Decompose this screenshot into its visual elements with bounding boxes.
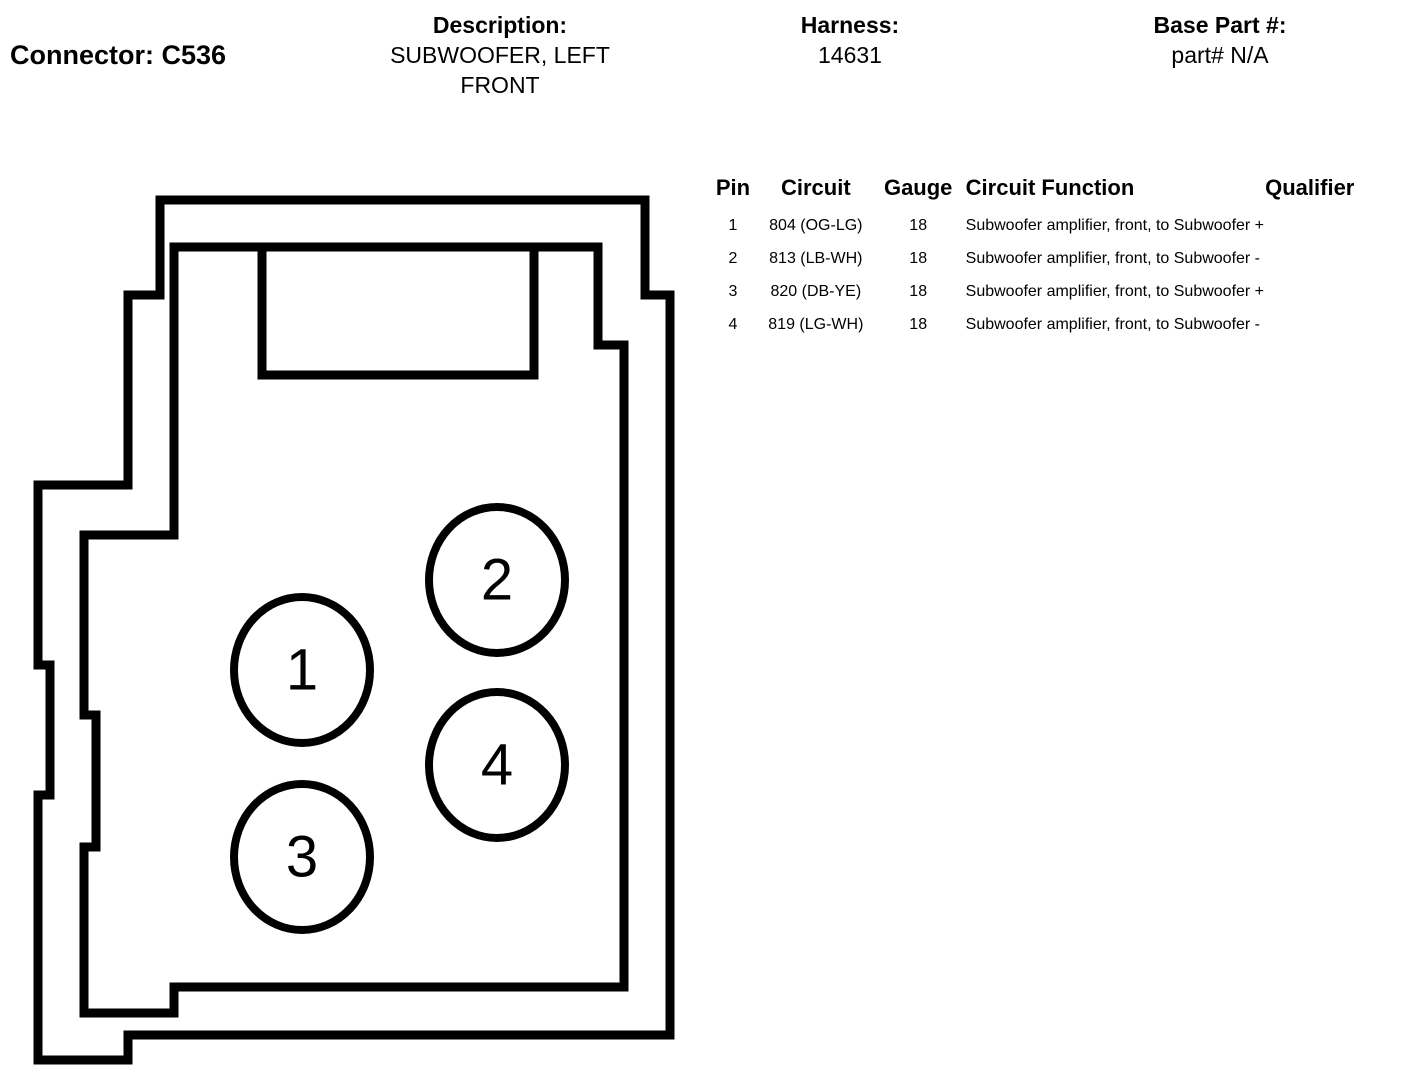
- cell-pin: 2: [728, 249, 738, 267]
- cell-pin: 3: [728, 282, 738, 300]
- column-header-circuit-function: Circuit Function: [965, 175, 1135, 200]
- pin-cavity-3-number: 3: [285, 824, 319, 890]
- cell-pin: 1: [728, 216, 738, 234]
- connector-id-cell: [10, 40, 340, 70]
- cell-circuit-function: Subwoofer amplifier, front, to Subwoofer +: [965, 217, 1265, 234]
- cell-circuit-function: Subwoofer amplifier, front, to Subwoofer -: [965, 316, 1261, 333]
- cell-qualifier: [1265, 275, 1395, 308]
- pin-table-container: [705, 175, 1395, 341]
- harness-label: Harness:: [800, 12, 900, 38]
- column-header-qualifier: Qualifier: [1265, 175, 1355, 200]
- cell-circuit: 804 (OG-LG): [769, 216, 863, 234]
- table-row: [705, 308, 1395, 341]
- cell-circuit: 813 (LB-WH): [769, 249, 863, 267]
- cell-circuit: 819 (LG-WH): [768, 315, 864, 333]
- description-label: Description:: [432, 12, 568, 38]
- table-row: [705, 275, 1395, 308]
- pin-cavity-2-number: 2: [480, 547, 514, 613]
- base-part-label: Base Part #:: [1153, 12, 1287, 38]
- pin-table-header-row: [705, 175, 1395, 209]
- pin-table: [705, 175, 1395, 341]
- description-cell: [350, 10, 650, 100]
- pin-cavity-1-number: 1: [285, 637, 319, 703]
- table-row: [705, 209, 1395, 242]
- cell-pin: 4: [728, 315, 738, 333]
- cell-qualifier: [1265, 242, 1395, 275]
- table-row: [705, 242, 1395, 275]
- cell-gauge: 18: [909, 282, 928, 300]
- base-part-cell: [1060, 10, 1380, 70]
- connector-diagram: [10, 175, 700, 1075]
- harness-cell: [700, 10, 1000, 70]
- column-header-pin: Pin: [715, 175, 751, 200]
- cell-circuit-function: Subwoofer amplifier, front, to Subwoofer +: [965, 283, 1265, 300]
- harness-value: 14631: [818, 42, 882, 68]
- column-header-circuit: Circuit: [780, 175, 851, 200]
- cell-qualifier: [1265, 308, 1395, 341]
- column-header-gauge: Gauge: [883, 175, 953, 200]
- cell-gauge: 18: [909, 249, 928, 267]
- description-value: SUBWOOFER, LEFT FRONT: [390, 42, 610, 98]
- cell-gauge: 18: [909, 315, 928, 333]
- cell-circuit-function: Subwoofer amplifier, front, to Subwoofer -: [965, 250, 1261, 267]
- connector-id-label: Connector: C536: [10, 40, 227, 70]
- pin-cavity-4-number: 4: [480, 732, 514, 798]
- page-header: [0, 0, 1408, 120]
- cell-circuit: 820 (DB-YE): [770, 282, 862, 300]
- cell-gauge: 18: [909, 216, 928, 234]
- base-part-value: part# N/A: [1171, 42, 1269, 68]
- connector-latch-tab: [262, 247, 534, 375]
- cell-qualifier: [1265, 209, 1395, 242]
